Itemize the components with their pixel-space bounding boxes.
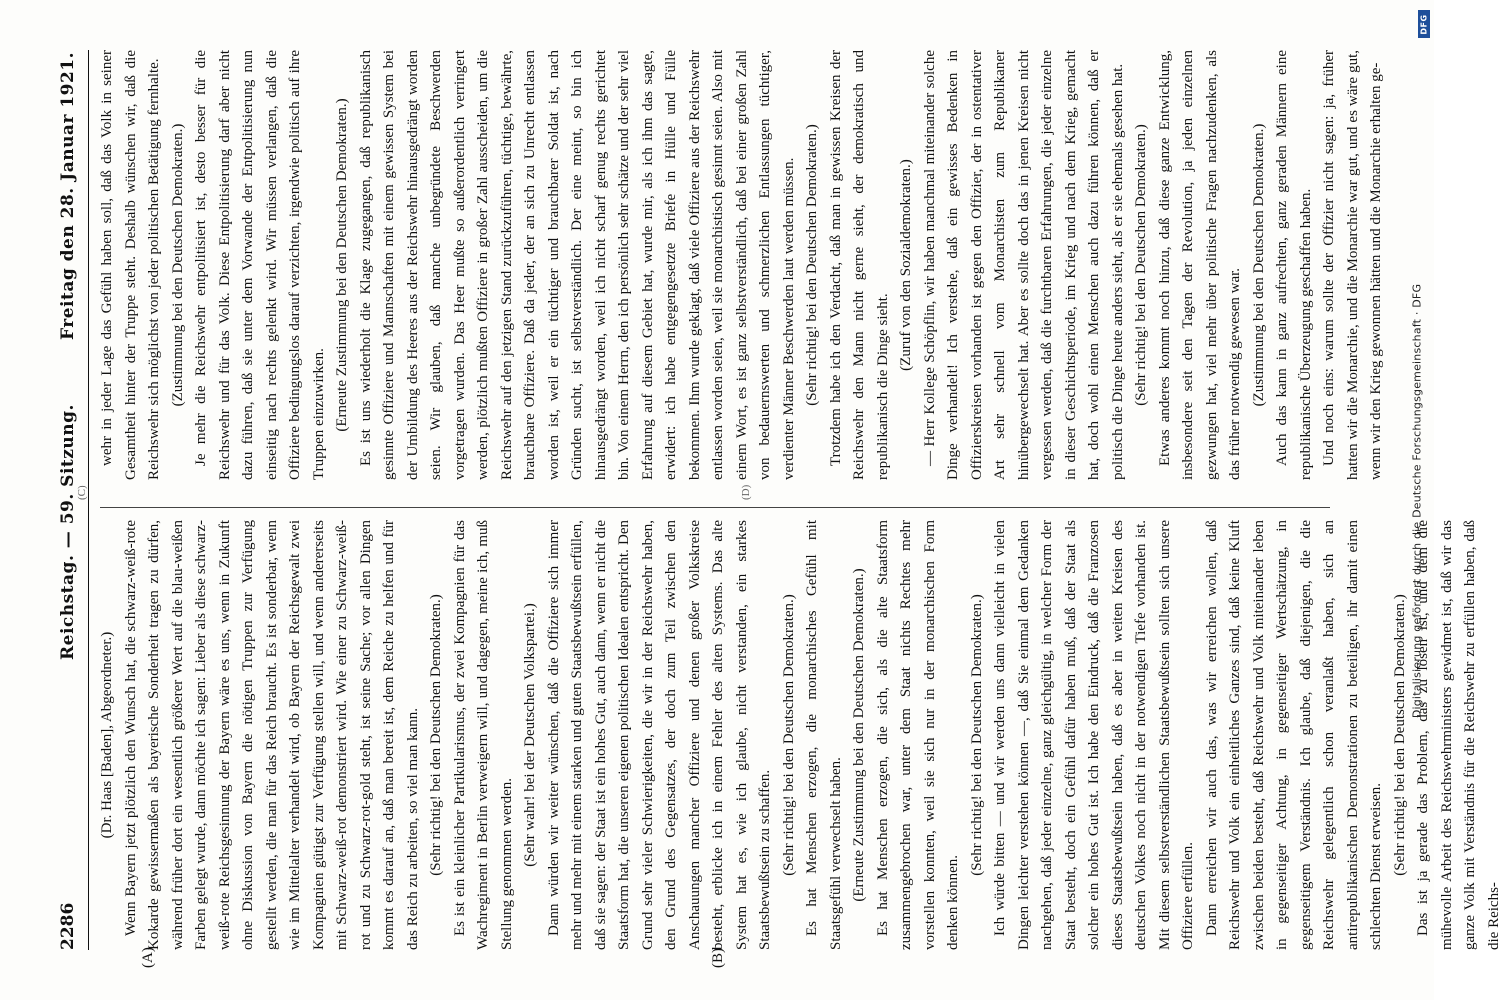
paragraph: Es ist ein kleinlicher Partikularismus, der zwei Kompagnien für das Wachregiment in Berlin verweigern will, und dagegen, meine ich, muß Stellung genommen werden. [451, 520, 515, 950]
paragraph: Und noch eins: warum sollte der Offizier nicht sagen: ja, früher hatten wir die Monarchie, und die Monarchie war gut, und es wäre gut, wenn wir den Krieg gewonnen hätten und die Monarchie erhalten ge- [1321, 50, 1384, 480]
interjection: (Erneute Zustimmung bei den Deutschen Demokraten.) [334, 98, 350, 432]
paragraph: Das ist ja gerade das Problem, das zu lösen ist, und dem die mühevolle Arbeit des Reichswehrministers gewidmet ist, daß wir das ganze Volk mit Verständnis für die Reichswehr zu erfüllen haben, daß die Reichs- [1415, 520, 1502, 950]
page-number: 2286 [58, 902, 78, 950]
paragraph: Etwas anderes kommt noch hinzu, daß diese ganze Entwicklung, insbesondere seit den Tagen der Revolution, ja jeden einzelnen gezwungen hat, viel mehr über politische Fragen nachzudenken, als das früher notwendig gewesen war. [1156, 50, 1243, 480]
dfg-logo-text: DFG [1419, 13, 1429, 35]
page-header [54, 50, 89, 950]
dfg-logo [1418, 10, 1430, 38]
margin-mark-c: (C) [76, 485, 88, 500]
margin-mark-d: (D) [740, 484, 752, 500]
paragraph: Es ist uns wiederholt die Klage zugegangen, daß republikanisch gesinnte Offiziere und Mannschaften mit einem gewissen System bei der Umbildung des Heeres aus der Reichswehr hinausgedrängt worden seien. Wir glauben, daß manche unbegründete Beschwerden vorgetragen wurden. Das Heer mußte so außerordentlich verringert werden, plötzlich mußten Offiziere in großer Zahl ausscheiden, um die Reichswehr auf den jetzigen Stand zurückzuführen, tüchtige, bewährte, brauchbare Offiziere. Daß da jeder, der an sich zu Unrecht entlassen worden ist, weil er ein tüchtiger und brauchbarer Soldat ist, nach Gründen sucht, ist selbstverständlich. Der eine meint, so bin ich hinausgedrängt worden, weil ich nicht scharf genug rechts gerichtet bin. Von einem Herrn, den ich persönlich sehr schätze und der sehr viel Erfahrung auf diesem Gebiet hat, wurde mir, als ich ihm das sagte, erwidert: ich habe entgegengesetzte Briefe in Hülle und Fülle bekommen. Ihm wurde geklagt, daß viele Offiziere aus der Reichswehr entlassen worden seien, weil sie monarchistisch gesinnt seien. Also mit einem Wort, es ist ganz selbstverständlich, daß bei einer großen Zahl von bedauernswerten und schmerzlichen Entlassungen tüchtiger, verdienter Männer Beschwerden laut werden müssen. [357, 50, 797, 480]
interjection: (Zustimmung bei den Deutschen Demokraten.) [1250, 123, 1267, 407]
session-date: Freitag den 28. Januar 1921. [58, 51, 78, 340]
interjection: (Sehr richtig! bei den Deutschen Demokraten.) [1133, 124, 1149, 406]
paragraph: Dann würden wir weiter wünschen, daß die Offiziere sich immer mehr und mehr mit einem starken und guten Staatsbewußtsein erfüllen, daß sie sagen: der Staat ist ein hohes Gut, auch dann, wenn er nicht die Staatsform hat, die unseren eigenen politischen Idealen entspricht. Den Grund sehr vieler Schwierigkeiten, die wir in der Reichswehr haben, den Grund des Gegensatzes, der doch zum Teil zwischen den Anschauungen mancher Offiziere und denen großer Volkskreise besteht, erblicke ich in einem Fehler des alten Systems. Das alte System hat es, wie ich glaube, nicht verstanden, ein starkes Staatsbewußtsein zu schaffen. [545, 520, 773, 950]
paragraph: Auch das kann in ganz aufrechten, ganz geraden Männern eine republikanische Überzeugung geschaffen haben. [1274, 50, 1314, 480]
interjection: (Sehr wahr! bei der Deutschen Volkspartei.) [522, 603, 538, 867]
column-divider [100, 507, 1330, 508]
paragraph: Es hat Menschen erzogen, die monarchisches Gefühl mit Staatsgefühl verwechselt haben. [804, 520, 844, 950]
paragraph: wehr in jeder Lage das Gefühl haben soll, daß das Volk in seiner Gesamtheit hinter der Truppe steht. Deshalb wünschen wir, daß die Reichswehr sich möglichst von jeder politischen Betätigung fernhalte. [99, 50, 162, 480]
interjection: (Erneute Zustimmung bei den Deutschen Demokraten.) [851, 568, 867, 902]
interjection: (Sehr richtig! bei den Deutschen Demokraten.) [968, 594, 985, 876]
paragraph: Trotzdem habe ich den Verdacht, daß man in gewissen Kreisen der Reichswehr den Mann nicht gerne sieht, der demokratisch und republikanisch die Dinge sieht. [827, 50, 891, 480]
paragraph: Ich würde bitten — und wir werden uns dann vielleicht in vielen Dingen leichter verstehen können —, daß Sie einmal dem Gedanken nachgehen, daß jeder einzelne, ganz gleichgültig, in welcher Form der Staat besteht, doch ein Gefühl dafür haben muß, daß der Staat als solcher ein hohes Gut ist. Ich habe den Eindruck, daß die Franzosen dieses Staatsbewußtsein haben, daß es aber in weiten Kreisen des deutschen Volkes noch nicht in der notwendigen Tiefe vorhanden ist. Mit diesem selbstverständlichen Staatsbewußtsein sollten sich unsere Offiziere erfüllen. [992, 520, 1196, 950]
paragraph: — Herr Kollege Schöpflin, wir haben manchmal miteinander solche Dinge verhandelt! Ich verstehe, daß ein gewisses Bedenken in Offizierskreisen vorhanden ist gegen den Offizier, der in ostentativer Art sehr schnell vom Monarchisten zum Republikaner hinübergewechselt hat. Aber es sollte doch das in jenen Kreisen nicht vergessen werden, daß die furchtbaren Erfahrungen, die jeder einzelne in dieser Geschichtsperiode, im Krieg und nach dem Krieg, gemacht hat, doch wohl einen Menschen auch dazu führen können, daß er politisch die Dinge heute anders sieht, als er sie ehemals gesehen hat. [921, 50, 1126, 480]
digitization-text: Digitalisierung gefördert durch die Deutsche Forschungsgemeinschaft · DFG [1410, 283, 1424, 719]
left-column [96, 520, 1502, 950]
paragraph: Es hat Menschen erzogen, die sich, als die alte Staatsform zusammengebrochen war, unter dem Staat nichts Rechtes mehr vorstellen konnten, weil sie sich nur in der monarchischen Form denken können. [874, 520, 961, 950]
digitization-notice [1402, 6, 1432, 996]
interjection: (Sehr richtig! bei den Deutschen Demokraten.) [1391, 594, 1408, 876]
paragraph: Dann erreichen wir auch das, was wir erreichen wollen, daß Reichswehr und Volk ein einheitliches Ganzes sind, daß keine Kluft zwischen beiden besteht, daß Reichswehr und Volk miteinander leben in gegenseitiger Achtung, in gegenseitiger Wertschätzung, in gegenseitigem Verständnis. Ich glaube, daß diejenigen, die die Reichswehr gelegentlich schon veranlaßt haben, sich an antirepublikanischen Demonstrationen zu beteiligen, ihr damit einen schlechten Dienst erweisen. [1203, 520, 1384, 950]
interjection: (Zustimmung bei den Deutschen Demokraten.) [169, 123, 186, 407]
margin-mark-a: (A) [140, 947, 156, 968]
right-column [96, 50, 1384, 480]
interjection: (Sehr richtig! bei den Deutschen Demokraten.) [780, 594, 797, 876]
speaker-line: (Dr. Haas [Baden], Abgeordneter.) [99, 631, 115, 839]
interjection: (Zuruf von den Sozialdemokraten.) [898, 159, 914, 371]
paragraph: Je mehr die Reichswehr entpolitisiert ist, desto besser für die Reichswehr und für das Volk. Diese Entpolitisierung darf aber nicht dazu führen, daß sie unter dem Vorwande der Entpolitisierung nun einseitig nach rechts gelenkt wird. Wir müssen verlangen, daß die Offiziere bedingungslos darauf verzichten, irgendwie politisch auf ihre Truppen einzuwirken. [193, 50, 327, 480]
paragraph: Wenn Bayern jetzt plötzlich den Wunsch hat, die schwarz-weiß-rote Kokarde gewissermaßen als bayerische Sonderheit tragen zu dürfen, während früher dort ein wesentlich größerer Wert auf die blau-weißen Farben gelegt wurde, dann möchte ich sagen: Lieber als diese schwarz-weiß-rote Reichsgesinnung der Bayern wäre es uns, wenn in Zukunft ohne Diskussion von Bayern die nötigen Truppen zur Verfügung gestellt werden, die man für das Reich braucht. Es ist sonderbar, wenn wie im Mittelalter verhandelt wird, ob Bayern der Reichsgewalt zwei Kompagnien gütigst zur Verfügung stellen will, und wenn andererseits mit Schwarz-weiß-rot demonstriert wird. Wie einer zu Schwarz-weiß-rot und zu Schwarz-rot-gold steht, ist seine Sache; vor allen Dingen kommt es darauf an, daß man bereit ist, dem Reiche zu helfen und für das Reich zu arbeiten, so viel man kann. [122, 520, 421, 950]
session-title: Reichstag. — 59. Sitzung. [58, 404, 78, 660]
margin-mark-b: (B) [710, 948, 726, 968]
interjection: (Sehr richtig! bei den Deutschen Demokraten.) [428, 594, 444, 876]
interjection: (Sehr richtig! bei den Deutschen Demokraten.) [804, 124, 820, 406]
